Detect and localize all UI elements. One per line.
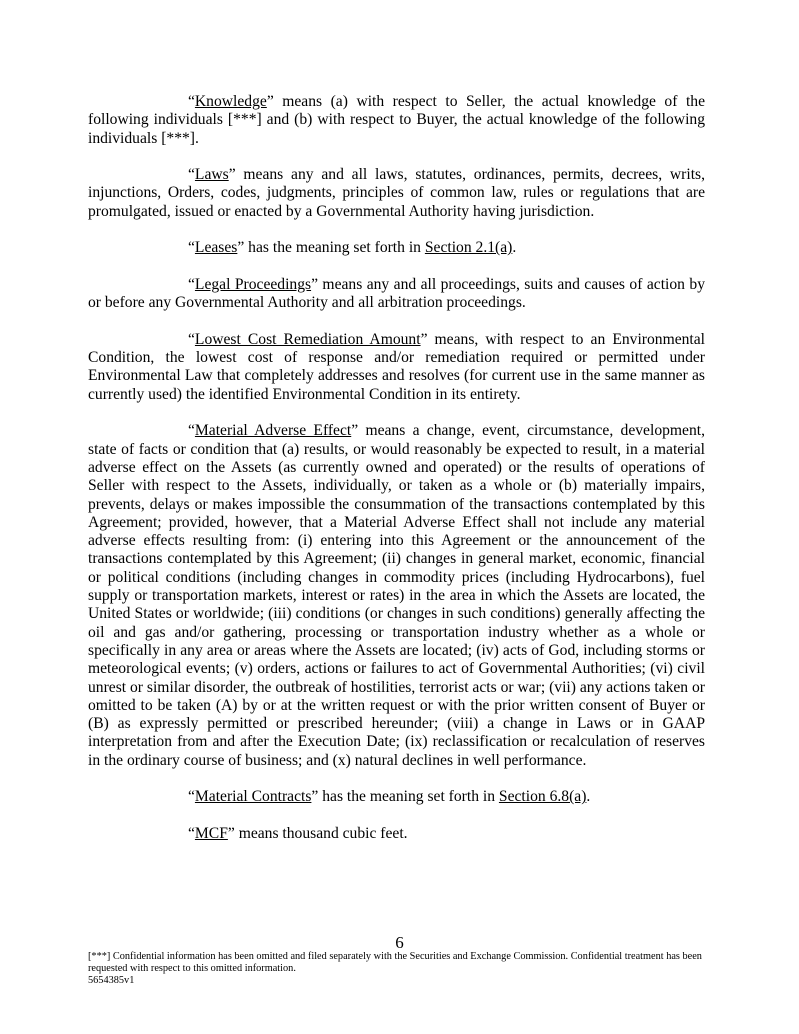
- quote: “: [188, 824, 195, 842]
- quote: “: [188, 788, 195, 806]
- definition-lowest-cost: [88, 331, 705, 404]
- definition-material-adverse-effect: [88, 422, 705, 770]
- quote: “: [188, 239, 195, 257]
- section-reference: Section 6.8(a): [498, 788, 587, 806]
- definition-text: ” means a change, event, circumstance, development, state of facts or condition that (a) results, or would reasonably be expected to result, in a material adverse effect on the Assets (as currently owned and operated) or the results of operations of Seller with respect to the Assets, individually, or taken as a whole or (b) materially impairs, prevents, delays or makes impossible the consummation of the transactions contemplated by this Agreement; provided, however, that a Material Adverse Effect shall not include any material adverse effects resulting from: (i) entering into this Agreement or the announcement of the transactions contemplated by this Agreement; (ii) changes in general market, economic, financial or political conditions (including changes in commodity prices (including Hydrocarbons), fuel supply or transportation markets, interest or rates) in the area in which the Assets are located, the United States or worldwide; (iii) conditions (or changes in such conditions) generally affecting the oil and gas and/or gathering, processing or transportation industry whether as a whole or specifically in any area or areas where the Assets are located; (iv) acts of God, including storms or meteorological events; (v) orders, actions or failures to act of Governmental Authorities; (vi) civil unrest or similar disorder, the outbreak of hostilities, terrorist acts or war; (vii) any actions taken or omitted to be taken (A) by or at the written request or with the prior written consent of Buyer or (B) as expressly permitted or prescribed hereunder; (viii) a change in Laws or in GAAP interpretation from and after the Execution Date; (ix) reclassification or recalculation of reserves in the ordinary course of business; and (x) natural declines in well performance.: [88, 422, 705, 769]
- definition-text: ” means (a) with respect to Seller, the actual knowledge of the following individuals [***] and (b) with respect to Buyer, the actual knowledge of the following individuals [***].: [88, 93, 705, 147]
- defined-term: Legal Proceedings: [194, 275, 312, 293]
- definition-text: ” has the meaning set forth in: [311, 788, 499, 806]
- confidential-note: [***] Confidential information has been omitted and filed separately with the Securities and Exchange Commission. Confidential treatment has been requested with respect to this omitted information.: [88, 951, 702, 974]
- definition-text: ” means any and all proceedings, suits and causes of action by or before any Governmental Authority and all arbitration proceedings.: [88, 275, 705, 312]
- definition-text: ” means, with respect to an Environmental Condition, the lowest cost of response and/or remediation required or permitted under Environmental Law that completely addresses and resolves (for current use in the same manner as currently used) the identified Environmental Condition in its entirety.: [88, 330, 705, 403]
- document-id: 5654385v1: [88, 975, 135, 986]
- quote: “: [188, 93, 195, 110]
- defined-term: MCF: [194, 824, 228, 842]
- definition-text: ” means any and all laws, statutes, ordinances, permits, decrees, writs, injunctions, Orders, codes, judgments, principles of common law, rules or regulations that are promulgated, issued or enacted by a Governmental Authority having jurisdiction.: [88, 166, 705, 220]
- definition-text: ” means thousand cubic feet.: [227, 824, 408, 842]
- defined-term: Laws: [194, 166, 229, 184]
- document-body: [88, 93, 705, 861]
- section-reference: Section 2.1(a): [424, 239, 513, 257]
- quote: “: [188, 330, 195, 348]
- page-number: 6: [395, 933, 404, 952]
- definition-text: ” has the meaning set forth in: [237, 239, 425, 257]
- quote: “: [188, 166, 195, 184]
- definition-laws: [88, 166, 705, 221]
- defined-term: Leases: [194, 239, 238, 257]
- quote: “: [188, 275, 195, 293]
- definition-knowledge: [88, 93, 705, 148]
- definition-material-contracts: [88, 788, 705, 806]
- period: .: [512, 239, 517, 257]
- footer: [88, 951, 708, 987]
- defined-term: Material Adverse Effect: [194, 422, 352, 440]
- definition-mcf: [88, 825, 705, 843]
- quote: “: [188, 422, 195, 440]
- defined-term: Knowledge: [194, 93, 267, 110]
- defined-term: Material Contracts: [194, 788, 312, 806]
- definition-leases: [88, 239, 705, 257]
- defined-term: Lowest Cost Remediation Amount: [194, 330, 421, 348]
- period: .: [586, 788, 591, 806]
- definition-legal-proceedings: [88, 276, 705, 313]
